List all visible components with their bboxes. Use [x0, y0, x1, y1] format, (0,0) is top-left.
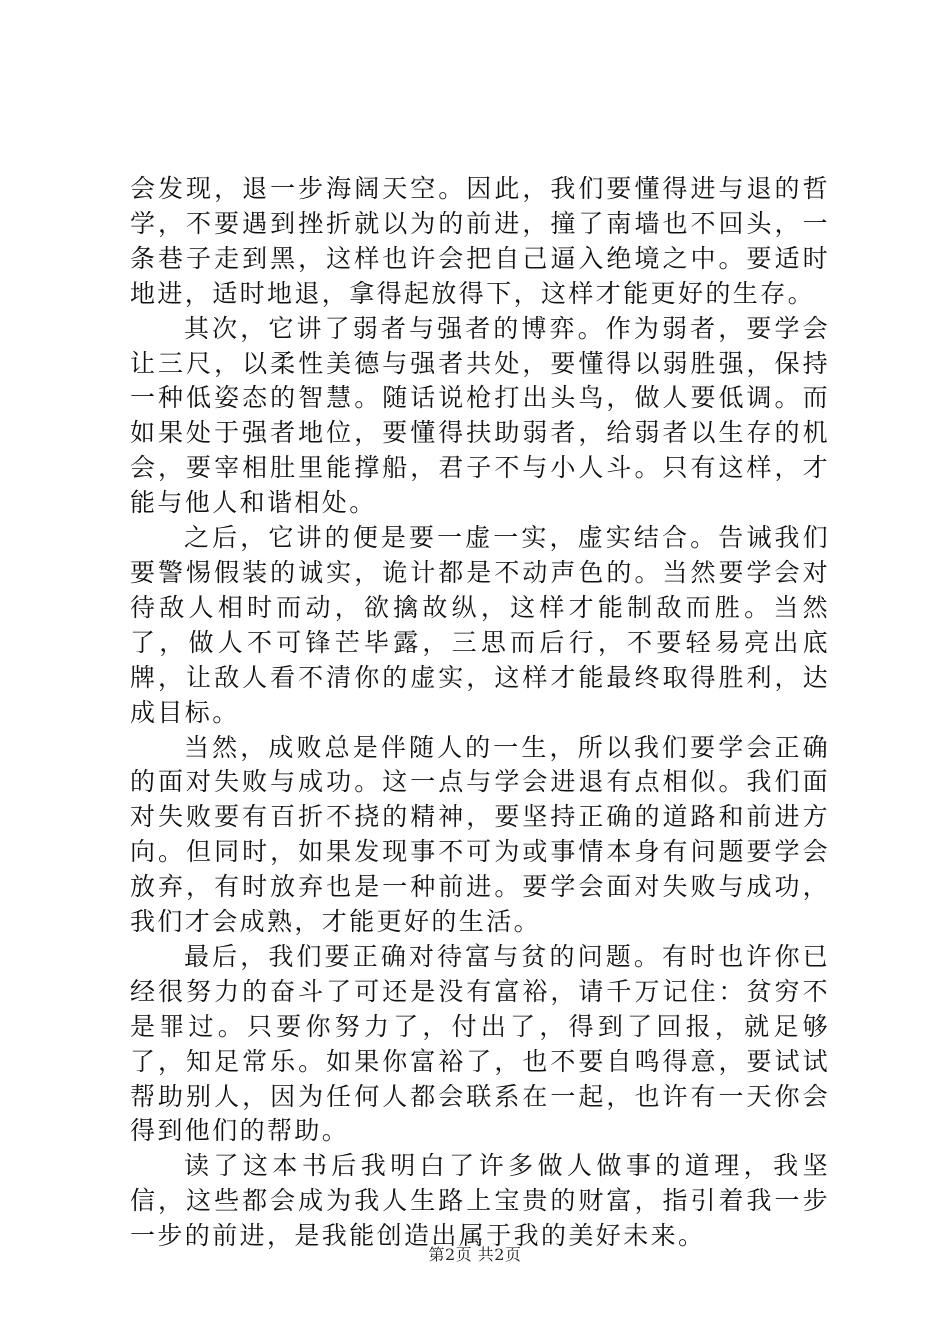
paragraph-continuation: 会发现，退一步海阔天空。因此，我们要懂得进与退的哲学，不要遇到挫折就以为的前进，撞了南墙也不回头，一条巷子走到黑，这样也许会把自己逼入绝境之中。要适时地进，适时地退，拿得起放得下，这样才能更好的生存。	[130, 174, 830, 308]
paragraph-rich-poor: 最后，我们要正确对待富与贫的问题。有时也许你已经很努力的奋斗了可还是没有富裕，请千万记住：贫穷不是罪过。只要你努力了，付出了，得到了回报，就足够了，知足常乐。如果你富裕了，也不要自鸣得意，要试试帮助别人，因为任何人都会联系在一起，也许有一天你会得到他们的帮助。	[130, 941, 830, 1146]
paragraph-virtual-real: 之后，它讲的便是要一虚一实，虚实结合。告诫我们要警惕假装的诚实，诡计都是不动声色的。当然要学会对待敌人相时而动，欲擒故纵，这样才能制敌而胜。当然了，做人不可锋芒毕露，三思而后行，不要轻易亮出底牌，让敌人看不清你的虚实，这样才能最终取得胜利，达成目标。	[130, 523, 830, 727]
document-body	[130, 172, 830, 1254]
paragraph-weak-strong: 其次，它讲了弱者与强者的博弈。作为弱者，要学会让三尺，以柔性美德与强者共处，要懂得以弱胜强，保持一种低姿态的智慧。随话说枪打出头鸟，做人要低调。而如果处于强者地位，要懂得扶助弱者，给弱者以生存的机会，要宰相肚里能撑船，君子不与小人斗。只有这样，才能与他人和谐相处。	[130, 313, 830, 518]
paragraph-conclusion: 读了这本书后我明白了许多做人做事的道理，我坚信，这些都会成为我人生路上宝贵的财富，指引着我一步一步的前进，是我能创造出属于我的美好未来。	[130, 1151, 830, 1251]
page-number-footer: 第2页 共2页	[428, 1245, 522, 1264]
paragraph-success-failure: 当然，成败总是伴随人的一生，所以我们要学会正确的面对失败与成功。这一点与学会进退有点相似。我们面对失败要有百折不挠的精神，要坚持正确的道路和前进方向。但同时，如果发现事不可为或事情本身有问题要学会放弃，有时放弃也是一种前进。要学会面对失败与成功，我们才会成熟，才能更好的生活。	[130, 732, 830, 937]
